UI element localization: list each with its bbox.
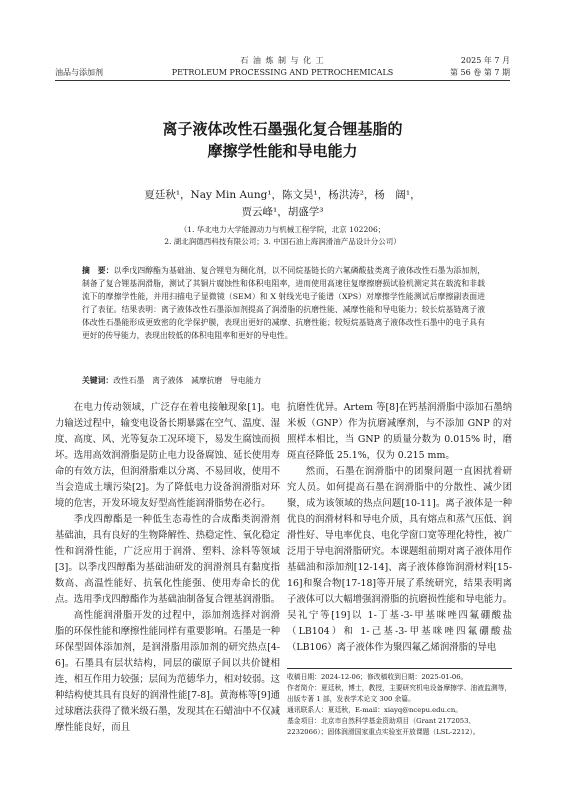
keywords-label: 关键词： bbox=[82, 376, 114, 385]
title-line-1: 离子液体改性石墨强化复合锂基脂的 bbox=[162, 120, 403, 138]
footnote bbox=[287, 672, 512, 738]
abstract-text: 以季戊四醇酯为基础油、复合锂皂为稠化剂，以不同烷基链长的六氟磷酸盐类离子液体改性石墨为添加剂，制备了复合锂基润滑脂，测试了其铜片腐蚀性和体积电阻率，进而使用高速往复摩擦磨损试验机测定其在载流和非载流下的摩擦学性能，并用扫描电子显微镜（SEM）和 X 射线光电子能谱（XPS）对摩擦学性能测试后摩擦副表面进行了表征。结果表明：离子液体改性石墨添加剂提高了润滑脂的抗磨性能、减摩性能和导电能力；较长烷基链离子液体改性石墨能形成更致密的化学保护膜，表现出更好的减摩、抗磨性能；较短烷基链离子液体改性石墨中的电子具有更好的传导能力，表现出较低的体积电阻率和更好的导电性。 bbox=[82, 266, 486, 340]
contact: 通讯联系人：夏廷秋，E-mail：xiayq@ncepu.edu.cn。 bbox=[287, 706, 463, 714]
volume-issue: 第 56 卷 第 7 期 bbox=[450, 68, 510, 77]
header-date: 2025 年 7 月 bbox=[460, 56, 510, 65]
body-paragraph: 季戊四醇酯是一种低生态毒性的合成酯类润滑剂基础油，具有良好的生物降解性、热稳定性、氧化稳定性和润滑性能，广泛应用于润滑、塑料、涂料等领域[3]。以季戊四醇酯为基础油研发的润滑剂具有黏度指数高、高温性能好、抗氧化性能强、使用寿命长的优点。选用季戊四醇酯作为基础油制备复合锂基润滑脂。 bbox=[55, 514, 281, 605]
affiliation-line-2: 2. 湖北润德西科技有限公司；3. 中国石油上海润滑油产品设计分公司） bbox=[164, 237, 401, 246]
body-paragraph: 抗磨性优异。Artem 等[8]在钙基润滑脂中添加石墨纳米板（GNP）作为抗磨减摩剂，与不添加 GNP 的对照样本相比，当 GNP 的质量分数为 0.015% 时，磨斑直径降低 25.1%，仅为 0.215 mm。 bbox=[287, 402, 512, 461]
authors-line-2: 贾云峰¹，胡盛学³ bbox=[241, 206, 324, 218]
keywords bbox=[82, 374, 485, 387]
header-rule bbox=[55, 80, 510, 81]
body-column-right bbox=[287, 400, 512, 656]
body-column-left bbox=[55, 400, 280, 736]
journal-title-en: PETROLEUM PROCESSING AND PETROCHEMICALS bbox=[171, 68, 394, 77]
journal-title-cn: 石 油 炼 制 与 化 工 bbox=[240, 56, 325, 65]
article-title bbox=[0, 118, 565, 162]
body-paragraph: 在电力传动领域，广泛存在着电接触现象[1]。电力输送过程中，输变电设备长期暴露在空气、温度、湿度、高度、风、光等复杂工况环境下，易发生腐蚀而损坏。选用高效润滑脂是防止电力设备腐蚀、延长使用寿命的有效方法，但润滑脂难以分离、不易回收，使用不当会造成土壤污染[2]。为了降低电力设备润滑脂对环境的危害，开发环境友好型高性能润滑脂势在必行。 bbox=[55, 402, 281, 509]
title-line-2: 摩擦学性能和导电能力 bbox=[207, 142, 358, 160]
body-paragraph: 然而，石墨在润滑脂中的团聚问题一直困扰着研究人员。如何提高石墨在润滑脂中的分散性、减少团聚，成为该领域的热点问题[10-11]。离子液体是一种优良的润滑材料和导电介质，具有熔点和蒸气压低、润滑性好、导电率优良、电化学窗口宽等理化特性，被广泛用于导电润滑脂研究。本课题组前期对离子液体用作基础油和添加剂[12-14]、离子液体修饰润滑材料[15-16]和聚合物[17-18]等开展了系统研究，结果表明离子液体可以大幅增强润滑脂的抗磨损性能和导电能力。吴礼宁等[19]以 1-丁基-3-甲基咪唑四氟硼酸盐（LB104）和 1-己基-3-甲基咪唑四氟硼酸盐（LB106）离子液体作为聚四氟乙烯润滑脂的导电 bbox=[287, 466, 513, 653]
footnote-rule bbox=[287, 668, 512, 669]
received-date: 收稿日期：2024-12-06；修改稿收到日期：2025-01-06。 bbox=[287, 673, 468, 681]
abstract-label: 摘 要： bbox=[82, 266, 114, 275]
affiliations bbox=[60, 224, 505, 248]
fund: 基金项目：北京市自然科学基金资助项目（Grant 2172053、2232066）；固体润滑国家重点实验室开放课题（LSL-2212）。 bbox=[287, 717, 480, 736]
author-intro: 作者简介：夏廷秋，博士，教授，主要研究机电设备摩擦学、油液监测等，出版专著 1 部，发表学术论文 300 余篇。 bbox=[287, 684, 512, 703]
section-name: 油品与添加剂 bbox=[55, 68, 103, 77]
abstract bbox=[82, 264, 485, 342]
authors-line-1: 夏廷秋¹，Nay Min Aung¹，陈文昊¹，杨洪涛²，杨 阔¹， bbox=[144, 189, 421, 201]
affiliation-line-1: （1. 华北电力大学能源动力与机械工程学院，北京 102206； bbox=[179, 225, 386, 234]
author-list bbox=[90, 187, 475, 221]
body-paragraph: 高性能润滑脂开发的过程中，添加剂选择对润滑脂的环保性能和摩擦性能同样有重要影响。石墨是一种环保型固体添加剂，是润滑脂用添加剂的研究热点[4-6]。石墨具有层状结构，同层的碳原子间以共价键相连，相互作用力较强；层间为范德华力，相对较弱。这种结构使其具有良好的润滑性能[7-8]。黄海栋等[9]通过球磨法获得了微米级石墨，发现其在石蜡油中不仅减摩性能良好，而且 bbox=[55, 610, 281, 733]
keywords-text: 改性石墨 离子液体 减摩抗磨 导电能力 bbox=[113, 376, 262, 385]
